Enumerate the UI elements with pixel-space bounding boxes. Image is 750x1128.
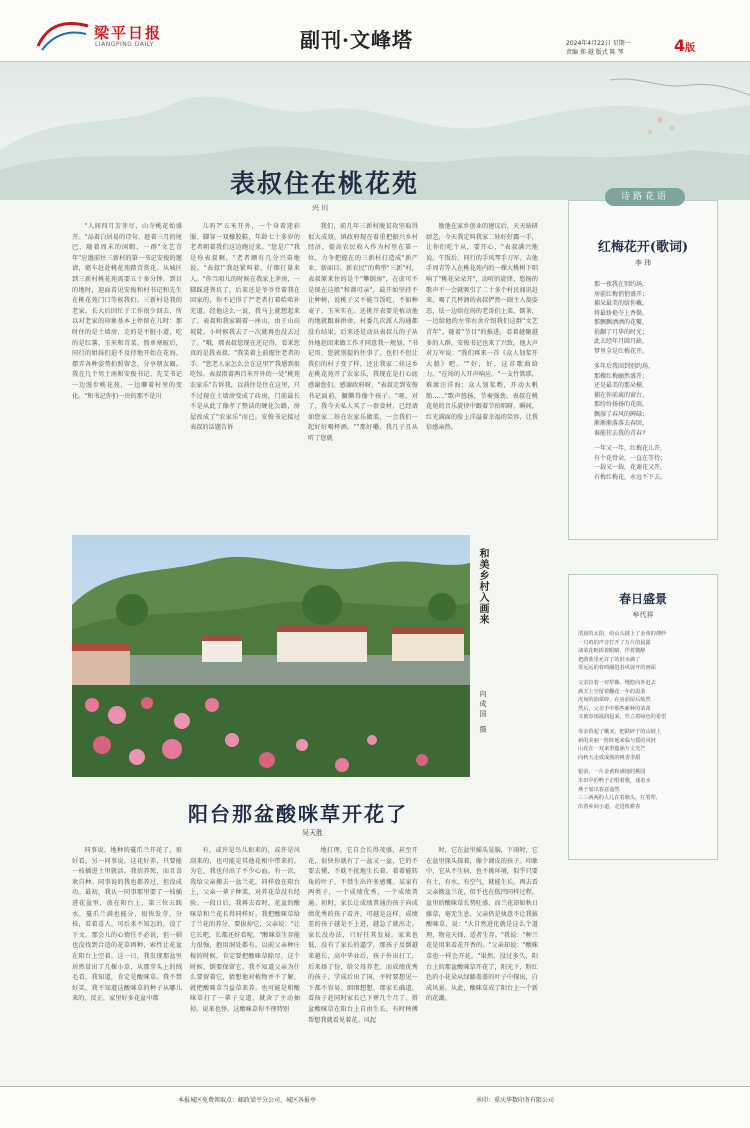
photo-credit: 向成国 摄 bbox=[479, 690, 487, 736]
village-photo bbox=[72, 535, 470, 777]
article2-col4-text: 时，它在盆里摇头晃脑，下雨时，它在盆里探头探着，像个调皮的孩子。印象中，它从不生病，也不挑环境，似乎只要有土，有水，有空气，就能生长。再去看父亲搬盆兰花，似乎也在低凹同样过程。盆里的酸咪草长势旺盛，而兰花却如秋日藤草，毫无生息，父亲仍是执意不让我拔酸咪草，说："大自然进化就是这么个道理，物竞天择，适者生存。"我说："种兰花是用来看花开香的。"父亲却说："酸咪草也一样会开花。"果然，没过多久，阳台上的那盆酸咪草开花了，阳光下，粉红色的小花朵从绿藤盖盖的叶子中探出，白成风景。从此，酸咪草成了阳台上一个新的花潮。 bbox=[426, 847, 538, 1003]
poem2-title: 春日盛景 bbox=[618, 592, 667, 606]
poem-line: 燕子划出春意盎然 bbox=[578, 786, 620, 793]
footer-printer: 承印：重庆华数印务有限公司 bbox=[476, 1097, 555, 1104]
poem-line: 渐渐渐落落去春回， bbox=[594, 420, 649, 427]
poem-line: 那飘飘洒洒的花瓣， bbox=[594, 319, 649, 326]
poem-line: 父亲拉着一对犁藤，慢悠向外赶去 bbox=[578, 679, 656, 686]
edition-digit: 4 bbox=[674, 36, 686, 55]
article1-col2-text: 儿吗?"五米开外，一个身着迷彩服、脚穿一双橡胶鞋，年龄七十多岁的老者朝着我们这边跑过来。"您是广"我是你表叔啊，"老者额有几分兴奋地说。"表叔!"我赶紧叫着，仔细打量来人。"你当咱儿的时候在我家上茅房，一脚踩进粪坑了，后来还是爷爷背着我在回家的，你不记得了?"老者打着哈哈补充道。经他这么一说，我马上就想起来了。表叔和我家隔着一座山，由于山高坡陡，小时候我去了一次就再也没去过了。"哦，那表叔您现在还记得，看来您真的是我表叔，"我笑着上前握住老者的手。"您老人家怎么会在这里?"我感到很吃惊。表叔指着两百米开外的一处"桃苑农家乐"告诉我，以前住是住在这里，只不过现在土墙房变成了砖房，门前最长不是从此了像孝了整洁的硬化公路，房屋改成了"农家乐"而已。安俊书记接过表叔的话题告诉 bbox=[190, 223, 300, 432]
issue-date: 2024年4月22日 星期一 bbox=[566, 40, 631, 47]
poem-line: 捕在你前离的窗台。 bbox=[594, 391, 649, 399]
article2-author: 吴天胜 bbox=[302, 829, 323, 837]
poem-line: 一年又一年，红梅花儿开， bbox=[594, 445, 667, 452]
article1-column-3 bbox=[308, 222, 418, 514]
article1-title: 表叔住在桃花苑 bbox=[230, 169, 420, 198]
masthead bbox=[0, 0, 750, 62]
poem-line: 那棵红梅幽然盛开； bbox=[594, 372, 649, 380]
poem-line: 一载又一载，花谢花又开， bbox=[594, 464, 667, 471]
poem-line: 多年后我回到别约场， bbox=[594, 363, 655, 370]
poem-line: 谁能挂去我的青春? bbox=[594, 429, 646, 437]
poem-line: 房前红梅悄悄盛开； bbox=[594, 290, 649, 298]
poem-line: 等远远的春鸣融进春风展开的画面 bbox=[578, 665, 656, 672]
photo-caption: 和美乡村入画来 bbox=[477, 548, 488, 625]
poem-line: 有梅红梅花，永远不下去。 bbox=[594, 473, 667, 481]
poem-line: 沉甸的油菜碎，在房前屋后灿然 bbox=[578, 697, 651, 704]
poem-line: 还是最美的那朵模， bbox=[594, 382, 649, 389]
edition-number bbox=[674, 36, 695, 55]
article2-column-3 bbox=[308, 846, 418, 1074]
logo-swoosh-icon bbox=[34, 16, 92, 54]
poem2-body bbox=[578, 630, 712, 811]
newspaper-logo: 梁平日报 bbox=[94, 24, 163, 42]
poem-line: 三三两两的人儿在着锄头，扛着犁， bbox=[578, 795, 662, 802]
poem-line: 然后，父亲手中那些新种的菜苗 bbox=[578, 705, 651, 712]
poem-line: 向秋天走成成熟的桃香李甜 bbox=[578, 754, 641, 761]
poem-line: 一只鸡的声音打开了万片的晨露 bbox=[578, 639, 651, 646]
article2-title: 阳台那盆酸咪草开花了 bbox=[188, 802, 408, 826]
poem-line: 那一夜我在别约场， bbox=[594, 281, 649, 288]
poem2-author: 牟代祥 bbox=[632, 611, 654, 619]
poem1-body bbox=[594, 280, 704, 482]
article2-col3-text: 地打理，它自会长得茂盛，甚至开花，很快你就有了一盆又一盆，它的不要去懂，不耽不扰地生长着。着着能转角的叶子，不禁生出许多感慨。某家有两类子，一个成绩优秀，一个成绩普通。初时，家长让成绩普通的孩子向成绩优秀的孩子看齐，可越是这样，成绩差的孩子越是不上进，越急了就出走。家长没办法，只好任其发展。家来也低，没有了家长的逼学，那孩子反倒越来越长，高中毕业后，孩子外出打工，后来择了份，给父母养老。而成绩优秀的孩子，学成后出了国，平时要想见一下都不容易。细细想想，那家长确道，看孩子赶同时家长已下葬几个月了。搭盆酸咪草在阳台上自由生长，有时秧傅帮想我就看见着花。风起 bbox=[308, 847, 418, 1024]
poem-line: 将最娇艳夺上香鬓。 bbox=[594, 309, 649, 317]
edition-unit: 版 bbox=[685, 43, 696, 54]
poem1-title: 红梅花开(歌词) bbox=[597, 240, 689, 255]
poem-line: 新的美丽一阵阵地来临与摇的风轻 bbox=[578, 737, 656, 744]
poem-line: 那纷纷扬扬的花雨， bbox=[594, 401, 649, 408]
article1-col4-text: 励他在家乡创业的建议后，天天钻研厨艺，今天我定叫我家二娃好好露一手，让你们吃个从，要开心，"表叔满兴地说。午饭后，同行的手风琴手刀军、吉他手周青等人在桃花苑内的一棵大桃树下唱响了"桃花朵朵开"，动听的旋律，悠扬的歌声不一会就吸引了二十多个村民闻讯赶来。喝了几杯酒的表叔俨然一副主人翁姿态，怯一边给在场的老哥们上菜、倒茶，一边给他的左邻右舍介绍我们这群"文艺青年"。随着"节目"的推进，看着越聚越多的人群，安俊书记也来了兴致。他大声对万军说："我们再来一首《众人划桨开大船》吧。""好，好，这首歌曲给力。"在场的人开声响应。"一支竹篙耶，难渡汪洋海；众人划桨哟，开动大帆船……"歌声悠扬，节奏强劲。表叔在桃花苑的音乐旋律中跟着节拍唱呀，瞬间，红光满面的脸上洋溢着幸福的笑容，让我倍感亲热。 bbox=[426, 223, 538, 432]
newspaper-logo-english: LIANGPING DAILY bbox=[95, 41, 154, 48]
article2-col2-text: 有，或许是鸟儿衔来的，或许是风刮来的，也可能是其他花相中带来的。为它，我也付出了不少心血。有一次，我给父亲搬去一盆兰花，同样放在阳台上，父亲一辈子种菜，对养花草没有经验。一段日后，我再去看时，花盆的酸咪草和兰花长得同样好。我把酸咪草给了兰花的养分，要拔掉它，父亲说："让它长吧，长都还好看呢。"酸咪草生存能力很强，抱用洞处都有。以前父亲种庄稼的时候，肯定要把酸咪草除尽，这个时候，倒要保留它。我不知道父亲为什么要留着它，猜想他对植物并不了解，就把酸咪草当益草来养。也可能是和酸咪草打了一辈子交道，就舍了主动抽掉。说来也怪，这酸咪草你不理特别 bbox=[190, 847, 300, 1013]
article1-col1-text: "人间四月芳菲尽，山寺桃花始盛开。"品着白居易的诗句，趁着三月的尾巴，随着周末的闲暇，一群"文艺青年"应邀前往三新村的第一书记安俊的邀请，驱车赶赴桃花苑踏青赏花。从城区到三新村桃花苑需要五十多分钟。到目的地时，迎面看见安俊和村书记和先生在桃花苑门口等候我们。三新村是我的老家，长大后因忙于工作很少回去，所以对老家的印象基本上停留在儿时：那时住的是土墙房，走的是不脏小道，吃的是红薯、玉米和青菜。简单寒暄后，同行的姐妹们迫不及待地开始在花海、摆弄各种姿势拍照留念，分享朋友圈。我在几个男士南和安俊书记、先艾书记一边漫步桃花苑，一边聊着村里的变化。"和书记你们一块的那不是川 bbox=[72, 223, 182, 400]
article2-column-1 bbox=[72, 846, 182, 1074]
poem-line: 木田中的鸭子正唱着歌，戏着水 bbox=[578, 777, 651, 784]
poem-line: 沿着乡间小道，走进机耕春 bbox=[578, 803, 641, 810]
poem-line: 此去经年月圆月缺， bbox=[594, 338, 649, 345]
article1-col3-text: 我们，前几年三新村脱贫攻坚取得很大成效，镇政府现在着重把振兴乡村经济，提高农民收入作为村里在第一位，力争把握在的三新村打造成"新产业、新面目、新农民"的典型"三新"村，表叔原来住的是个"攀倒房"，在虚可不是现在这般"和蔼可亲"，最开始坚持不让种树，说桃子又不能当饭吃，不如种麦子、玉米实在。还挑开表要是植动他的地就跟谁拼命，村委几次派人沟通都没有结果，后来还是动员表叔儿的子从外地赶回来做工作才同意我一规划。"书记哥，您就别提的往事了，也们不但让我们的村子变了样，还让我家二娃这乡在桃花苑开了农家乐，我现在是打心底感谢您们。感谢政府呀，"表叔走到安俊书记面前，腼腆得像个孩子。"呀，对了，我今天私人买了一套食材，已经请如您家二娃在农家乐做菜，一会我们一起好好喝杯酒。""那好嘞，我几子且从听了您就 bbox=[308, 223, 418, 442]
poem-line: 捕朵最美的给你戴， bbox=[594, 300, 649, 307]
column-tag: 诗路花语 bbox=[605, 188, 685, 206]
poem-line: 银前，一片金黄和满地的桃园 bbox=[578, 769, 646, 776]
footer-distribution: 本报城区免费领取点：邮政梁平分公司、城区各报亭 bbox=[178, 1097, 317, 1104]
article2-column-2 bbox=[190, 846, 300, 1074]
editors-credit: 责编 郑 越 版式 陈 琴 bbox=[566, 49, 624, 56]
article2-col1-text: 同事说，地种的蔓爪兰开花了，很好看。另一同事说，这花好养，只要能一枝插进土里就活。我信养死，而且喜欢自种。同事说的我也都养过，但没成功。最初，我认一同事那里要了一枝插进花盆里，放在阳台上，第三位五践水，蔓爪兰满也能分，很快发芽、分枝，看着喜人。可后来不知怎的，没了下文。那会儿的心情任不必说，但一驯也没找到合适的花草再种，索性让花盆在阳台上空着。这一日，我发现那盆里居然冒出了几棵小草，从那芽头上的绒毛看，我知道，肯定是酸咪草。我不禁好笑。我不知道这酸咪草的种子从哪儿来的，反正，家里好多花盆中都 bbox=[72, 847, 182, 1003]
poem-line: 把蔚蓝里允许了的旧水滴了 bbox=[578, 656, 641, 663]
section-title: 副刊·文峰塔 bbox=[300, 28, 413, 52]
footer bbox=[0, 1086, 750, 1128]
poem-line: 清晨的太阳，给山头披上了金黄的薄纱 bbox=[578, 631, 667, 637]
poem-line: 母亲拾起了嫩叉，把跌碎于的山坡上 bbox=[578, 728, 662, 735]
article1-author: 兴 川 bbox=[312, 204, 329, 212]
article1-column-4 bbox=[426, 222, 538, 514]
poem-line: 满天上空留着翻花一年的温柔 bbox=[578, 688, 646, 695]
poem-line: 拾翻了月华的时光； bbox=[594, 328, 649, 336]
poem-line: 有个花骨朵，一直在等待； bbox=[594, 454, 667, 462]
article2-column-4 bbox=[426, 846, 538, 1074]
poem-line: 山花在一双来里蕴涵万丈光芒 bbox=[578, 746, 646, 753]
article1-column-2 bbox=[190, 222, 300, 514]
poem-line: 飘湿了春风的碑碌； bbox=[594, 410, 649, 418]
article1-column-1 bbox=[72, 222, 182, 514]
poem-line: 油菜花畦搓着眼睛，伴着微醉 bbox=[578, 648, 646, 655]
poem-line: 梦里全是红梅花开。 bbox=[594, 347, 649, 355]
poem1-author: 李 玮 bbox=[634, 259, 652, 267]
poem-line: 又被春雨滋润起来，竖立着绿色的希望 bbox=[578, 714, 667, 721]
